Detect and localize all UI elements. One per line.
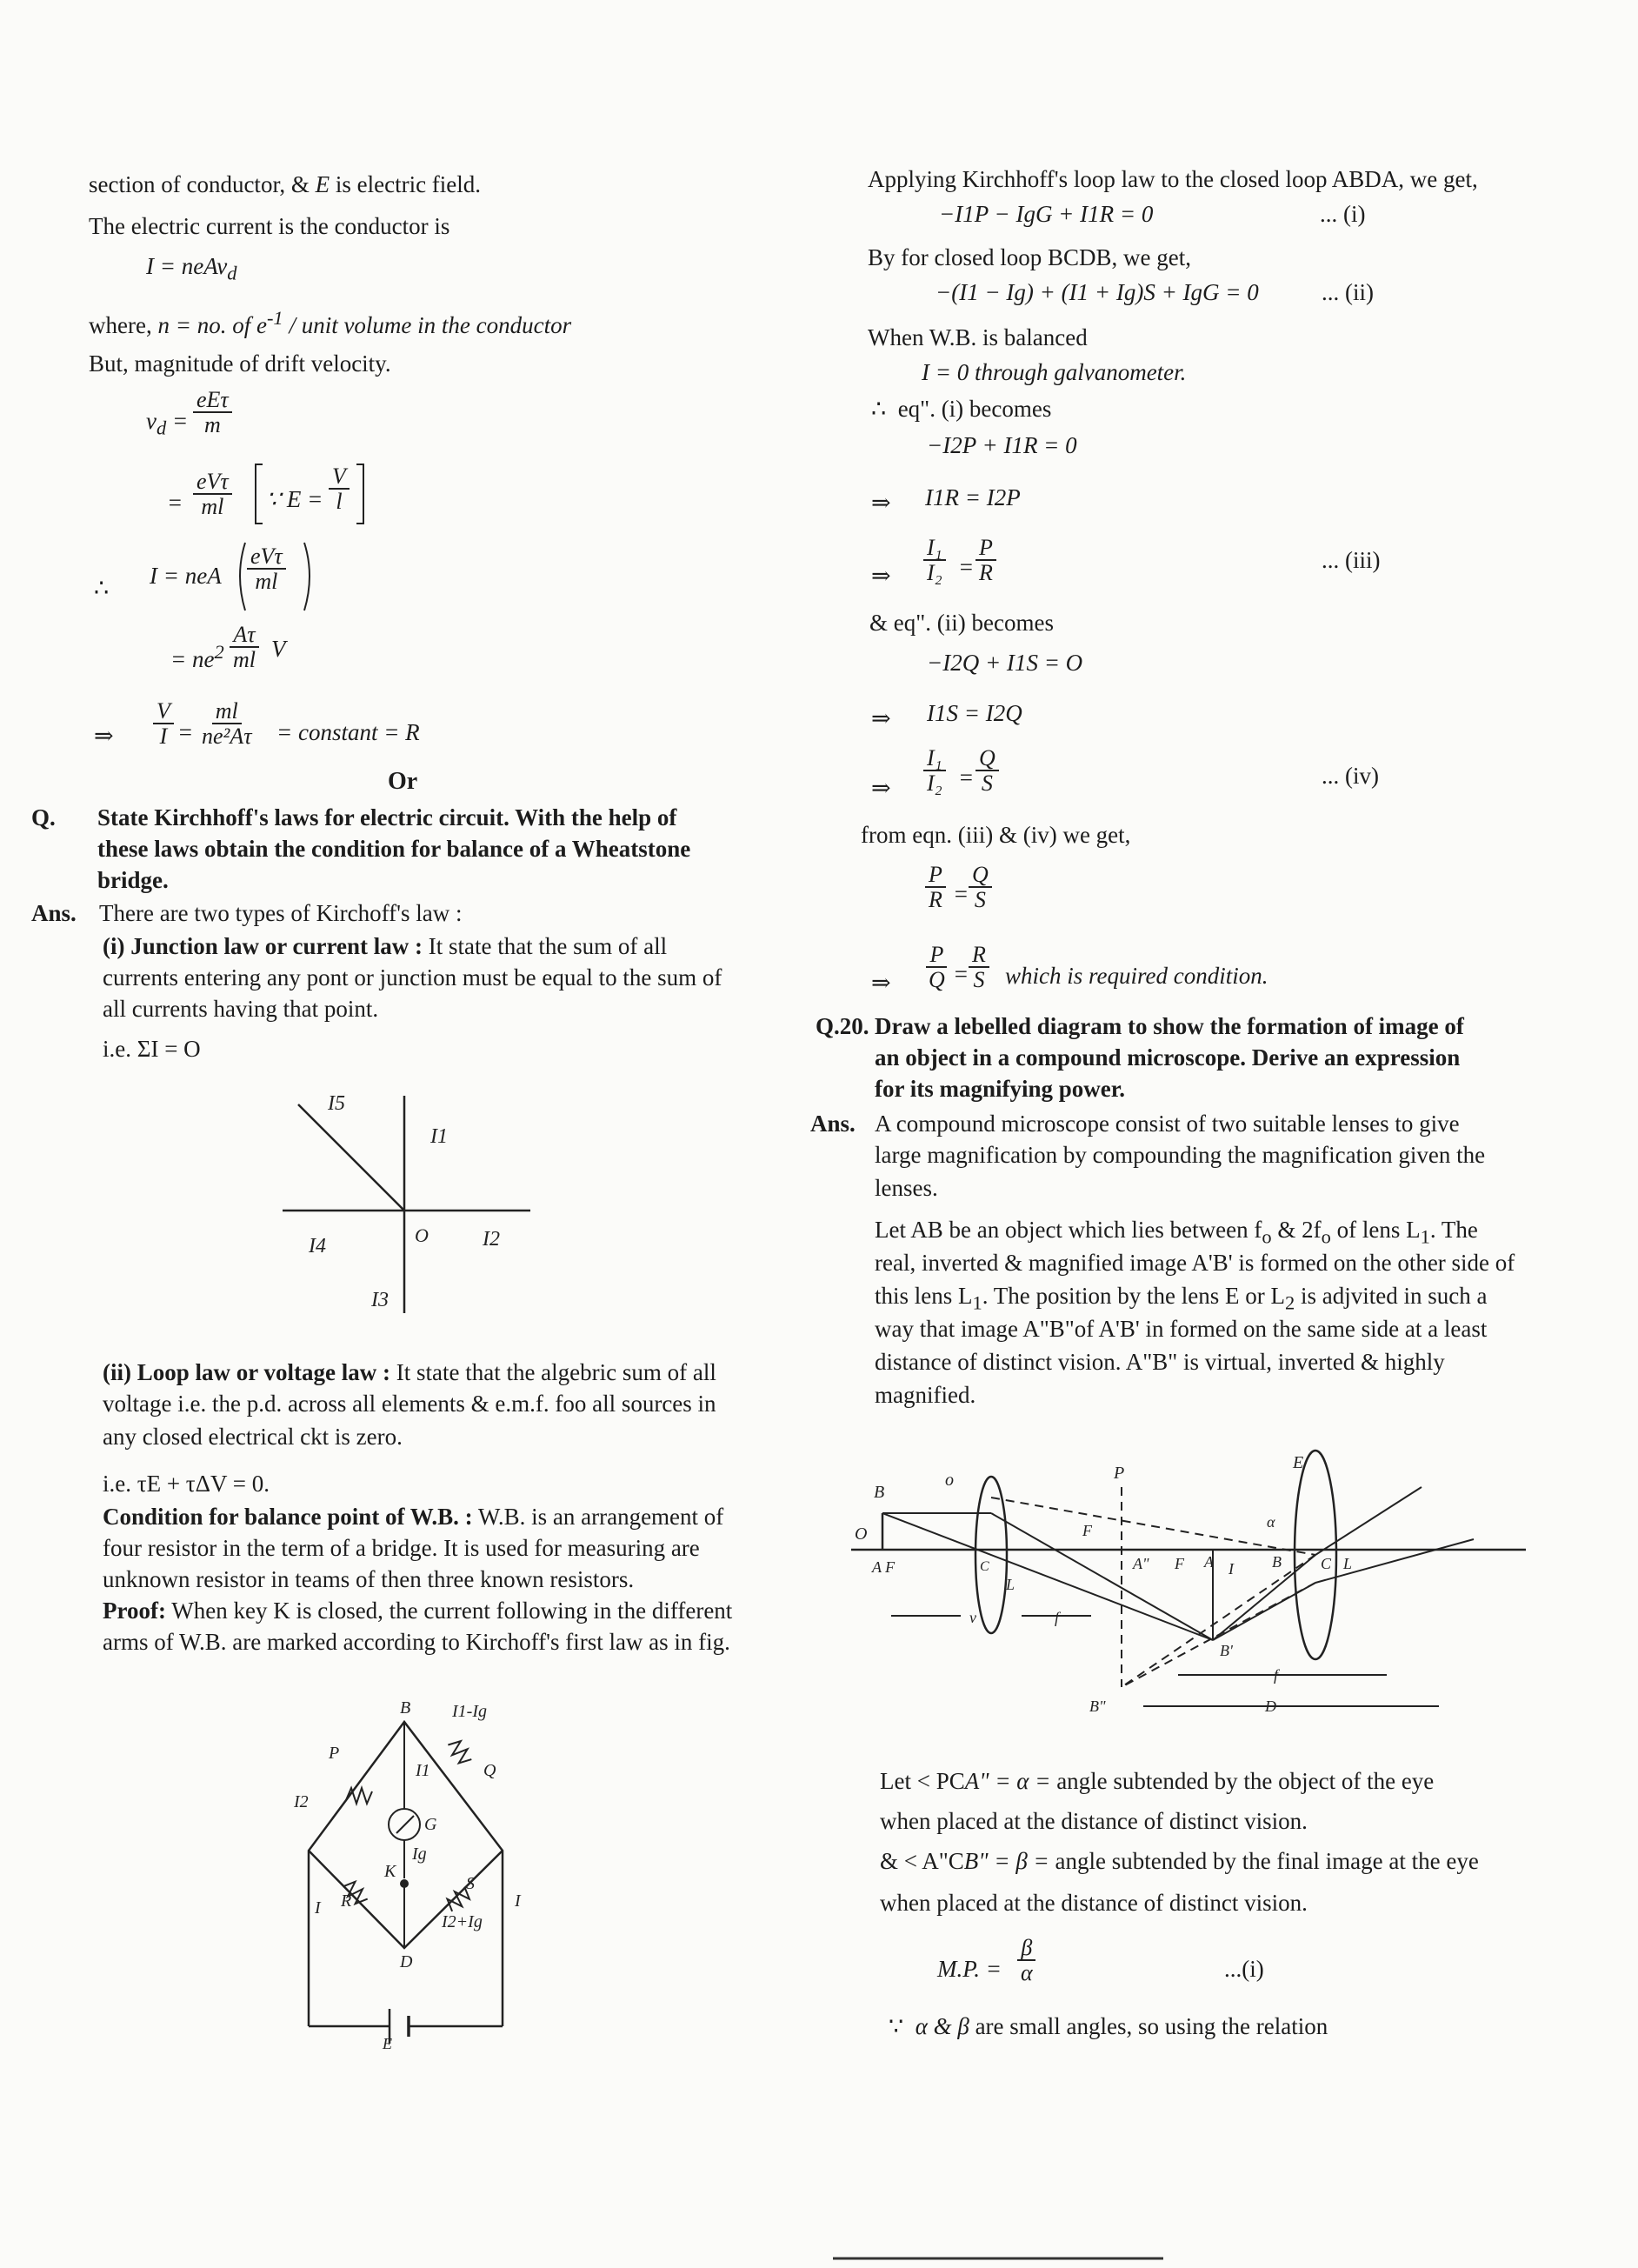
text-line: four resistor in the term of a bridge. It is used for measuring are [103,1535,700,1561]
label: L [1006,1576,1015,1593]
label: A F [872,1558,896,1576]
implies-symbol: ⇒ [871,490,891,516]
text-line: I = 0 through galvanometer. [922,359,1187,385]
label: B' [1220,1642,1233,1659]
fraction: $\frac{R}{S}$ [969,943,989,992]
label: v [969,1609,976,1626]
text-line: (ii) Loop law or voltage law : It state that the algebric sum of all [103,1359,716,1385]
text-line: where, n = no. of $e^{-1}$ / unit volume in the conductor [89,307,572,338]
label: B" [1089,1698,1106,1715]
question-text: bridge. [97,867,169,893]
text-line: Proof: When key K is closed, the current following in the different [103,1598,733,1624]
label: I1 [430,1125,448,1148]
label: L [1343,1555,1353,1572]
label: G [424,1815,437,1834]
label: I2 [294,1792,309,1811]
text-line: (i) Junction law or current law : It state that the sum of all [103,933,668,959]
text-line: & < A"CB" = β = angle subtended by the final image at the eye [880,1848,1479,1874]
label: I2 [483,1228,500,1251]
label: Q [483,1761,496,1780]
equation-number: ... (i) [1320,201,1366,227]
equation: V [271,636,286,662]
label: O [415,1224,429,1246]
text-line: The electric current is the conductor is [89,213,450,239]
junction-diagram [274,1078,535,1322]
fraction: $\frac{V}{I}$ [153,699,174,749]
label: A [1204,1553,1214,1571]
text-line: Let AB be an object which lies between $f_o$ & $2f_o$ of lens $L_1$. The [875,1217,1478,1248]
fraction: $\frac{A\tau}{ml}$ [230,623,259,672]
label: F [1175,1555,1184,1572]
equation-number: ... (iv) [1322,763,1379,789]
label: α [1267,1513,1275,1531]
equation: = constant = R [276,719,420,745]
label: S [466,1874,475,1893]
label: I [1228,1560,1234,1578]
label: I1-Ig [452,1702,487,1721]
equation: = [958,764,975,790]
label: C [1321,1555,1332,1572]
label: P [1114,1464,1125,1483]
label: I2+Ig [442,1912,483,1931]
text-line: arms of W.B. are marked according to Kirchoff's first law as in fig. [103,1629,730,1655]
fraction: $\frac{Q}{S}$ [975,746,999,796]
wheatstone-bridge-diagram [287,1678,600,2052]
label: I4 [309,1235,326,1257]
label: F [1082,1522,1092,1539]
text-line: ∴ eq". (i) becomes [871,396,1052,422]
implies-symbol: ⇒ [94,723,114,749]
text-line: Condition for balance point of W.B. : W.B. is an arrangement of [103,1504,724,1530]
text-line: Let < PCA" = α = angle subtended by the object of the eye [880,1768,1435,1794]
equation: −I2P + I1R = 0 [927,432,1077,458]
label: D [1265,1698,1276,1715]
label: E [383,2035,392,2052]
equation: −(I1 − Ig) + (I1 + Ig)S + IgG = 0 [936,279,1259,305]
therefore-symbol: ∴ [94,575,110,601]
text-line: & eq". (ii) becomes [869,610,1054,636]
answer-label: Ans. [810,1111,856,1137]
question-text: for its magnifying power. [875,1076,1126,1102]
equation: $v_d$ = [146,408,189,439]
fraction: $\frac{V}{l}$ [329,464,350,514]
question-text: Draw a lebelled diagram to show the formation of image of [875,1013,1464,1039]
answer-label: Ans. [31,900,77,926]
question-label: Q. [31,804,56,830]
text-line: i.e. ΣI = O [103,1036,201,1062]
text-line: when placed at the distance of distinct vision. [880,1890,1308,1916]
label: D [400,1952,413,1971]
text-line: all currents having that point. [103,996,379,1022]
label: K [384,1862,396,1881]
text-line: large magnification by compounding the magnification given the [875,1142,1486,1168]
text-line: i.e. τE + τΔV = 0. [103,1471,270,1497]
label: I3 [371,1289,389,1311]
fraction: eEτ m [193,388,232,437]
text-line: Applying Kirchhoff's loop law to the closed loop ABDA, we get, [868,166,1478,192]
text-line: lenses. [875,1175,938,1201]
text-line: unknown resistor in teams of then three known resistors. [103,1566,635,1592]
fraction: $\frac{P}{R}$ [925,863,946,912]
label: B [1272,1553,1282,1571]
equation: M.P. = [937,1956,1002,1982]
label: I [515,1891,521,1911]
fraction: $\frac{ml}{\text{ne²Aτ}}$ [202,698,252,750]
label: E [1293,1453,1304,1472]
text-line: But, magnitude of drift velocity. [89,350,391,377]
equation: I1R = I2P [925,484,1021,510]
text-line: magnified. [875,1382,976,1408]
label: I [315,1898,321,1918]
equation: = [958,554,975,580]
text-line: this lens $L_1$. The position by the lens E or $L_2$ is adjvited in such a [875,1283,1488,1314]
label: I5 [328,1092,345,1115]
equation: −I1P − IgG + I1R = 0 [939,201,1154,227]
question-label: Q.20. [816,1013,869,1039]
fraction: eVτ ml [247,544,286,594]
text-line: ∵ α & β are small angles, so using the relation [889,2013,1328,2039]
label: o [945,1471,954,1490]
text-line: voltage i.e. the p.d. across all elements & e.m.f. foo all sources in [103,1391,716,1417]
text-line: way that image A"B"of A'B' in formed on the same side at a least [875,1316,1488,1342]
fraction: eVτ ml [193,470,232,519]
compound-microscope-diagram [848,1452,1543,1748]
implies-symbol: ⇒ [871,775,891,801]
equation: I = neA [150,563,222,589]
fraction: $\frac{\text{I₁}}{\text{I₂}}$ [923,536,946,585]
text-line: section of conductor, & E is electric field. [89,171,482,197]
equation: −I2Q + I1S = O [927,650,1083,676]
label: C [980,1559,989,1574]
equation-number: ...(i) [1224,1956,1264,1982]
equation: I1S = I2Q [927,700,1022,726]
bracket-right [355,463,365,525]
label: B [400,1698,411,1718]
label: O [855,1524,868,1544]
equation: ∵ E = [266,486,323,512]
equation-number: ... (iii) [1322,547,1381,573]
or-heading: Or [388,768,418,795]
text-line: real, inverted & magnified image A'B' is formed on the other side of [875,1250,1515,1276]
footer-rule [833,2256,1163,2261]
text-line: any closed electrical ckt is zero. [103,1424,403,1450]
equation-number: ... (ii) [1322,279,1374,305]
implies-symbol: ⇒ [871,705,891,731]
fraction: $\frac{P}{Q}$ [925,943,949,992]
text-line: When W.B. is balanced [868,324,1088,350]
bracket-left [254,463,264,525]
text-line: currents entering any pont or junction must be equal to the sum of [103,964,722,991]
label: A" [1133,1555,1149,1572]
text-line: By for closed loop BCDB, we get, [868,244,1191,270]
fraction: $\frac{\beta}{\alpha}$ [1017,1936,1036,1985]
fraction: $\frac{\text{I₁}}{\text{I₂}}$ [923,746,946,796]
label: R [341,1891,352,1911]
label: B [874,1483,885,1502]
label: I1 [416,1761,430,1780]
label: Ig [412,1844,427,1864]
question-text: these laws obtain the condition for balance of a Wheatstone [97,836,691,862]
question-text: State Kirchhoff's laws for electric circuit. With the help of [97,804,677,830]
equation: = $ne^2$ [170,641,224,672]
label: f [1274,1666,1279,1684]
text-line: There are two types of Kirchoff's law : [99,900,463,926]
implies-symbol: ⇒ [871,563,891,589]
equation: = [953,961,969,987]
fraction: $\frac{P}{R}$ [975,536,996,585]
label: f [1055,1609,1060,1626]
equation: = [167,490,183,516]
label: P [329,1744,340,1763]
equation: = [953,881,969,907]
fraction: $\frac{Q}{S}$ [969,863,992,912]
equation: = [177,719,194,745]
implies-symbol: ⇒ [871,970,891,996]
text-line: distance of distinct vision. A"B" is virtual, inverted & highly [875,1349,1445,1375]
question-text: an object in a compound microscope. Derive an expression [875,1044,1461,1071]
text-line: from eqn. (iii) & (iv) we get, [861,822,1131,848]
equation: I = neAv$_d$ [146,253,237,284]
text-line: A compound microscope consist of two suitable lenses to give [875,1111,1460,1137]
text-line: when placed at the distance of distinct vision. [880,1808,1308,1834]
text-line: which is required condition. [1005,963,1268,989]
